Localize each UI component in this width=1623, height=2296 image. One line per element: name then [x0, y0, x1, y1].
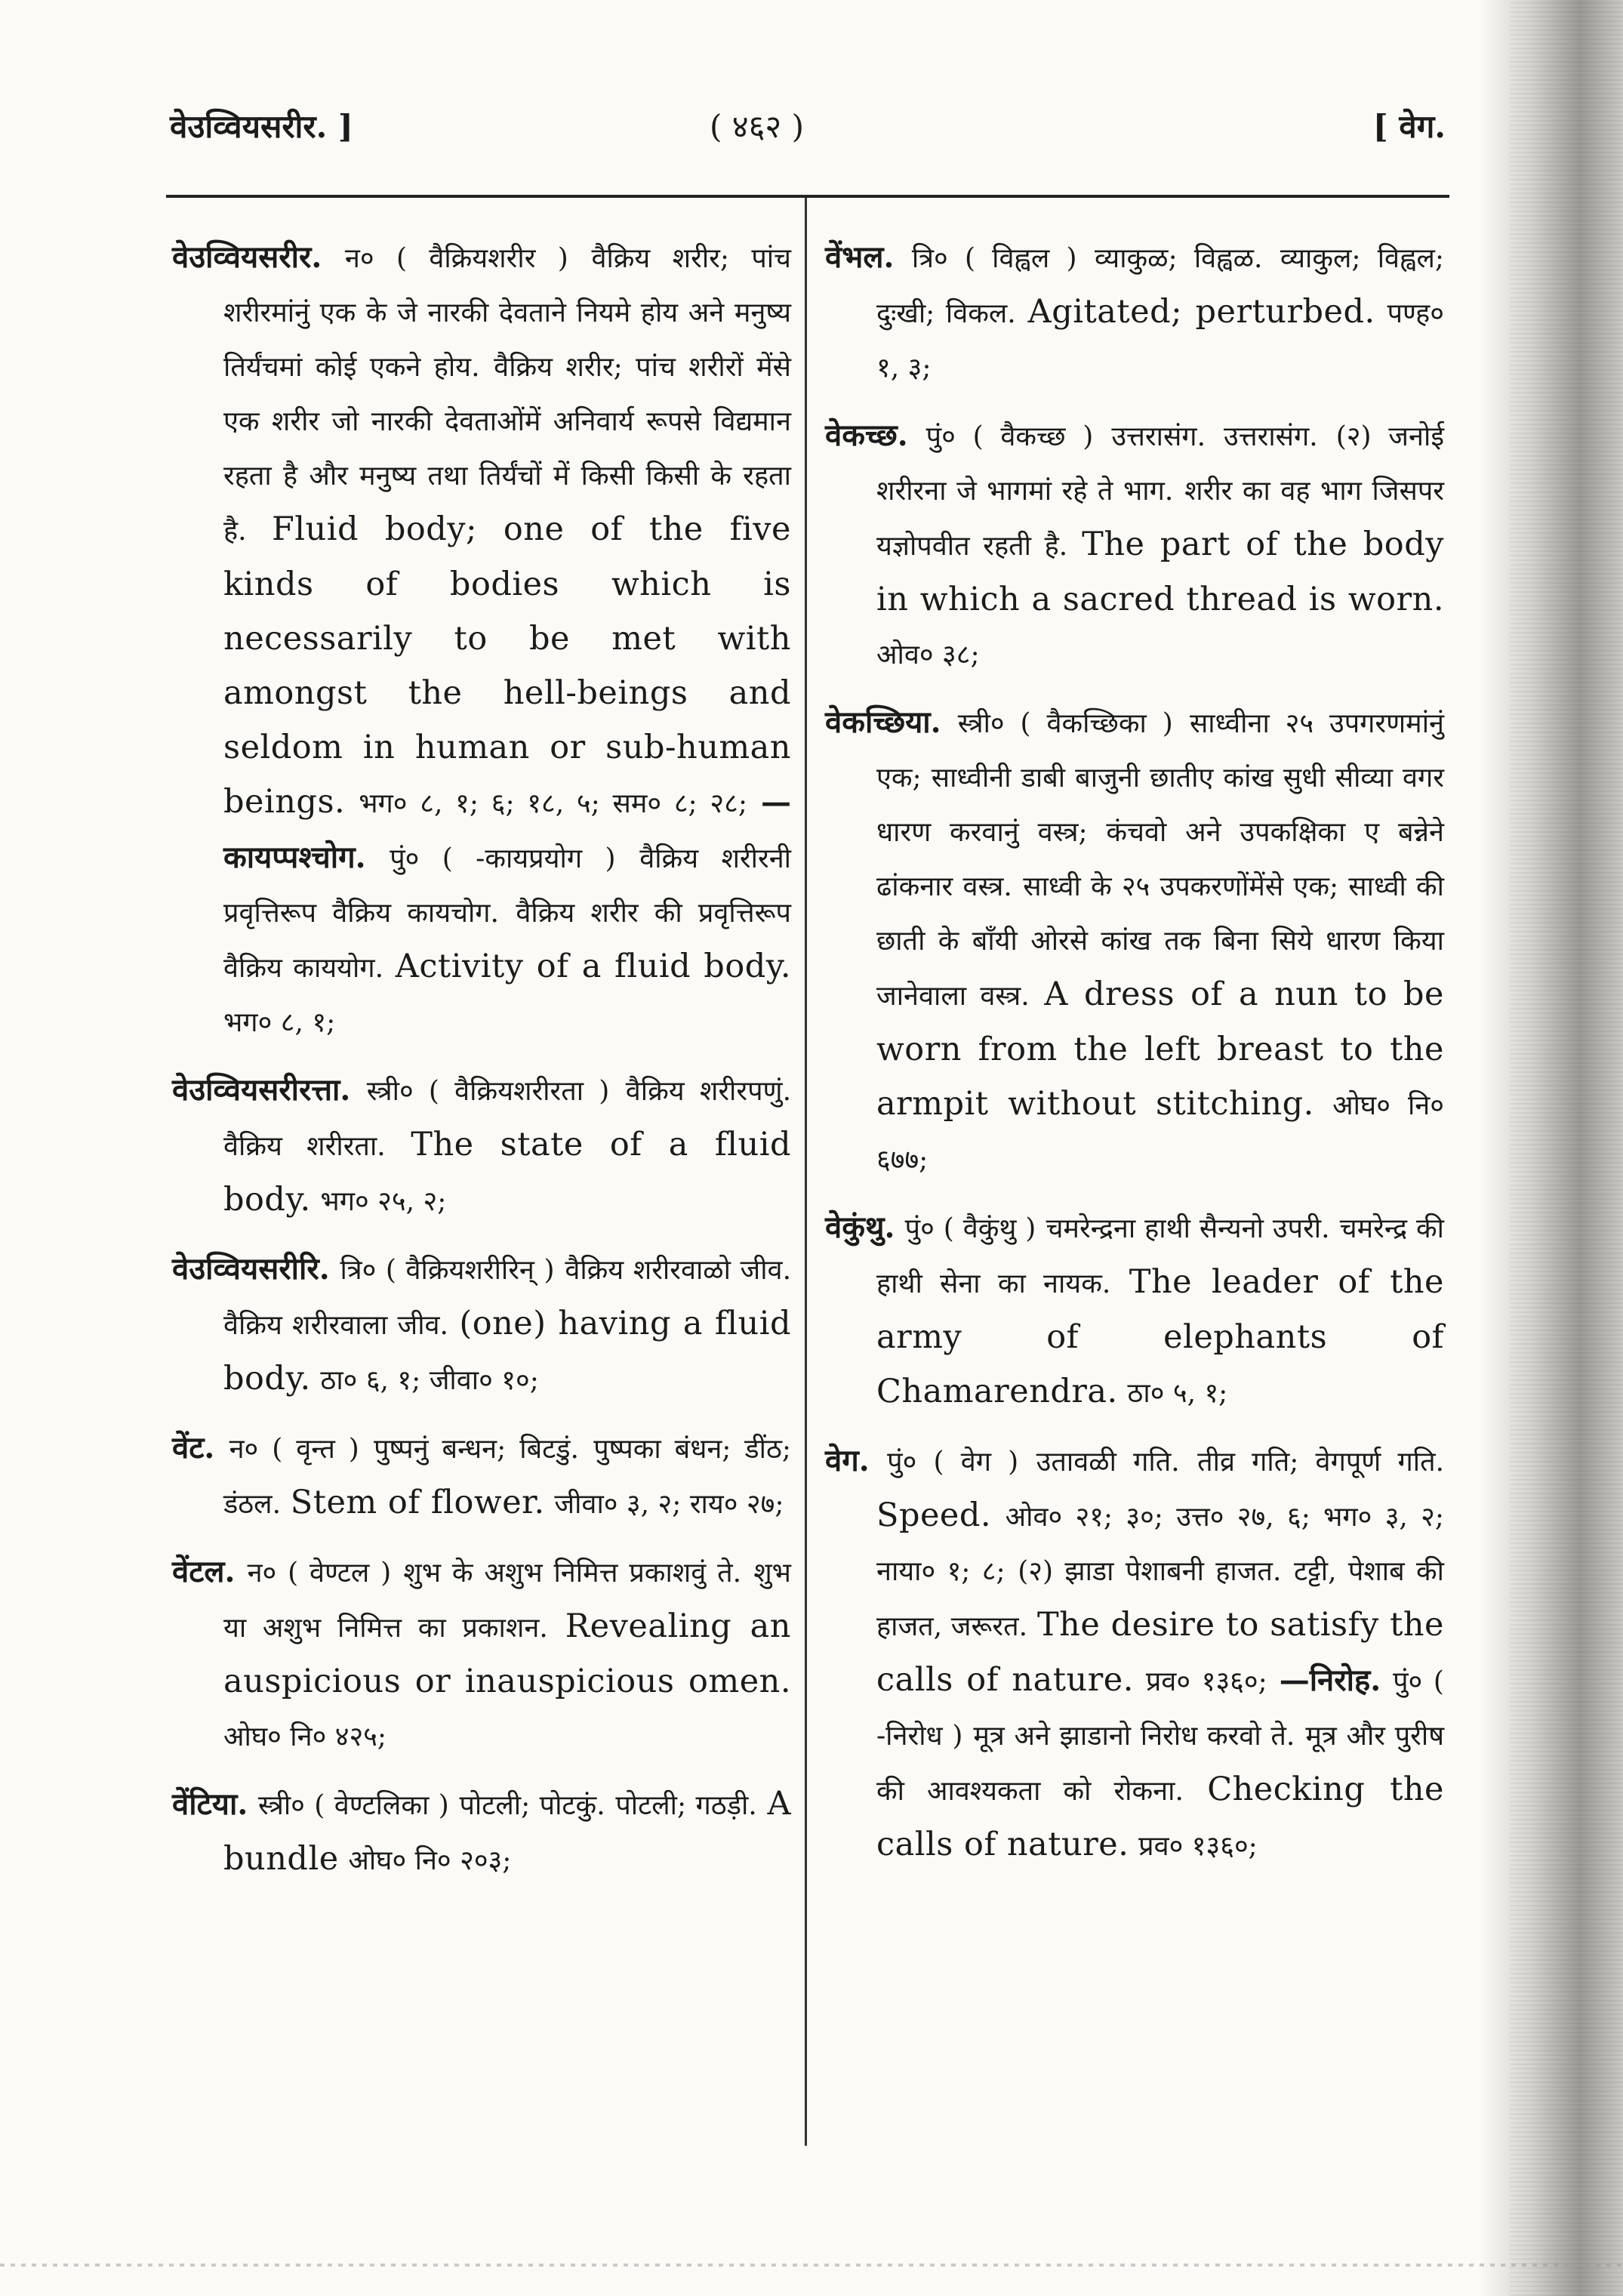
gujarati-gloss: पुष्पनुं बन्धन; बिटडुं.	[374, 1434, 579, 1465]
left-column	[172, 230, 791, 1901]
sub-reference: भग० ८, १;	[223, 1007, 336, 1038]
scanned-page-edge	[1480, 0, 1623, 2296]
gujarati-gloss: वैक्रिय शरीरपणुं.	[625, 1076, 792, 1107]
reference: ठा० ६, १; जीवा० १०;	[320, 1365, 539, 1396]
dictionary-entry	[825, 1434, 1444, 1873]
dictionary-entry	[825, 1200, 1444, 1420]
bottom-scan-border	[0, 2264, 1623, 2267]
gujarati-gloss-2: (२) जनोई शरीरना जे भागमां रहे ते भाग.	[876, 421, 1444, 507]
grammar: पुं० ( वेग )	[887, 1447, 1019, 1478]
dictionary-entry	[172, 1063, 791, 1228]
sub-hindi-gloss: मूत्र और पुरीष की आवश्यकता को रोकना.	[876, 1721, 1445, 1807]
hindi-gloss: वैक्रिय शरीर; पांच शरीरों मेंसे एक शरीर जो नारकी देवताओंमें अनिवार्य रूपसे विद्यमान रहता है और मनुष्य तथा तिर्यंचों में किसी किसी के रहता है.	[223, 352, 791, 547]
running-header	[170, 104, 1446, 165]
headword: वेग.	[825, 1443, 870, 1478]
reference: पण्ह० १, ३;	[876, 298, 1444, 384]
sub-hindi-gloss: वैक्रिय शरीर की प्रवृत्तिरूप वैक्रिय काययोग.	[223, 898, 792, 984]
hindi-gloss: तीव्र गति; वेगपूर्ण गति.	[1197, 1447, 1445, 1478]
sub-english-gloss: Activity of a fluid body.	[395, 948, 791, 985]
headword: वेंभल.	[825, 239, 895, 275]
column-divider	[805, 198, 807, 2146]
dictionary-entry	[172, 230, 791, 1049]
hindi-gloss: वैक्रिय शरीरवाला जीव.	[223, 1310, 448, 1341]
headword: वेकच्छिया.	[825, 704, 941, 740]
english-gloss: Fluid body; one of the five kinds of bodies which is necessarily to be met with amongst the hell-beings and seldom in human or sub-human beings.	[223, 510, 791, 821]
reference: ओव० २१; ३०; उत्त० २७, ६; भग० ३, २; नाया० १; ८;	[876, 1502, 1444, 1587]
reference: भग० ८, १; ६; १८, ५; सम० ८; २८;	[359, 788, 747, 819]
dictionary-entry	[172, 1777, 791, 1888]
reference: जीवा० ३, २; राय० २७;	[554, 1489, 784, 1520]
hindi-gloss: पोटली; गठड़ी.	[615, 1790, 757, 1821]
sub-headword: —कायप्पश्चोग.	[223, 784, 791, 875]
hindi-gloss: साध्वी के २५ उपकरणोंमेंसे एक; साध्वी की छाती के बाँयी ओरसे कांख तक बिना सिये धारण किया जानेवाला वस्त्र.	[876, 871, 1444, 1012]
dictionary-entry	[172, 1242, 791, 1407]
hindi-gloss: उत्तरासंग.	[1224, 421, 1318, 452]
reference: ओघ० नि० ४२५;	[223, 1721, 387, 1752]
headword: वेंटिया.	[172, 1786, 248, 1822]
grammar: न० ( वेण्टल )	[247, 1558, 392, 1589]
hindi-gloss: व्याकुल; विह्वल; दुःखी; विकल.	[876, 243, 1445, 329]
gujarati-gloss: साध्वीना २५ उपगरणमांनुं एक; साध्वीनी डाबी बाजुनी छातीए कांख सुधी सीव्या वगर धारण करवानुं वस्त्र; कंचवो अने उपकक्षिका ए बन्नेने ढांकनार वस्त्र.	[876, 708, 1445, 902]
gujarati-gloss: उत्तरासंग.	[1111, 421, 1206, 452]
reference: ओव० ३८;	[876, 639, 980, 670]
english-gloss: Agitated; perturbed.	[1027, 293, 1375, 331]
dictionary-entry	[172, 1545, 791, 1764]
gujarati-gloss: वैक्रिय शरीरवाळो जीव.	[565, 1255, 792, 1286]
gujarati-gloss: चमरेन्द्रना हाथी सैन्यनो उपरी.	[1046, 1213, 1330, 1244]
grammar: स्त्री० ( वैक्रियशरीरता )	[366, 1076, 610, 1107]
english-gloss: The part of the body in which a sacred thread is worn.	[876, 525, 1445, 618]
gujarati-gloss: व्याकुळ; विह्वळ.	[1095, 243, 1263, 274]
sub-english-gloss: Checking the calls of nature.	[876, 1771, 1444, 1863]
headword: वेंट.	[172, 1430, 215, 1465]
grammar: न० ( वैक्रियशरीर )	[344, 243, 568, 274]
hindi-gloss: वैक्रिय शरीरता.	[223, 1131, 386, 1162]
headword: वेउव्वियसरीरत्ता.	[172, 1072, 351, 1108]
header-last-word: [ वेग.	[1372, 108, 1446, 145]
headword: वेंटल.	[172, 1554, 236, 1589]
header-rule	[166, 195, 1449, 198]
grammar: न० ( वृन्त )	[229, 1434, 359, 1465]
reference: ओघ० नि० २०३;	[348, 1845, 512, 1876]
dictionary-entry	[172, 1421, 791, 1531]
dictionary-entry	[825, 408, 1444, 682]
hindi-gloss-2: शरीर का वह भाग जिसपर यज्ञोपवीत रहती है.	[876, 476, 1444, 562]
gujarati-gloss: उतावळी गति.	[1036, 1447, 1180, 1478]
grammar: पुं० ( वैकच्छ )	[925, 421, 1094, 452]
grammar: पुं० ( वैकुंथु )	[904, 1213, 1036, 1244]
hindi-gloss: चमरेन्द्र की हाथी सेना का नायक.	[876, 1213, 1445, 1299]
reference: भग० २५, २;	[320, 1186, 447, 1217]
gujarati-gloss: वैक्रिय शरीर; पांच शरीरमांनुं एक के जे नारकी देवताने नियमे होय अने मनुष्य तिर्यंचमां कोई एकने होय.	[223, 243, 791, 383]
hindi-gloss: शुभ या अशुभ निमित्त का प्रकाशन.	[223, 1558, 791, 1644]
reference: ओघ० नि० ६७७;	[876, 1090, 1444, 1176]
english-gloss: The state of a fluid body.	[223, 1126, 791, 1219]
reference: ठा० ५, १;	[1127, 1378, 1228, 1409]
headword: वेकुंथु.	[825, 1210, 895, 1245]
sub-gujarati-gloss: वैक्रिय शरीरनी प्रवृत्तिरूप वैक्रिय कायचोग.	[223, 843, 792, 929]
sub-grammar: पुं० ( -निरोध )	[876, 1666, 1444, 1752]
sub-gujarati-gloss: मूत्र अने झाडानो निरोध करवो ते.	[973, 1721, 1295, 1752]
gujarati-gloss-2: (२) झाडा पेशाबनी हाजत.	[1018, 1556, 1282, 1587]
grammar: त्रि० ( वैक्रियशरीरिन् )	[340, 1255, 555, 1286]
page-number: ( ४६२ )	[710, 108, 804, 145]
headword: वेकच्छ.	[825, 418, 908, 453]
hindi-gloss: पुष्पका बंधन; डींठ; डंठल.	[223, 1434, 792, 1520]
english-gloss: (one) having a fluid body.	[223, 1305, 791, 1398]
headword: वेउव्वियसरीर.	[172, 239, 322, 275]
english-gloss: The leader of the army of elephants of Chamarendra.	[876, 1263, 1444, 1410]
english-gloss-2: The desire to satisfy the calls of nature.	[876, 1606, 1444, 1699]
grammar: त्रि० ( विह्वल )	[911, 243, 1077, 274]
sub-headword: —निरोह.	[1279, 1663, 1381, 1698]
sub-grammar: पुं० ( -कायप्रयोग )	[390, 843, 616, 874]
headword: वेउव्वियसरीरि.	[172, 1251, 330, 1287]
reference-2: प्रव० १३६०;	[1145, 1666, 1267, 1697]
header-first-word: वेउव्वियसरीर. ]	[170, 108, 353, 145]
hindi-gloss-2: टट्टी, पेशाब की हाजत, जरूरत.	[876, 1556, 1444, 1642]
english-gloss: A dress of a nun to be worn from the left breast to the armpit without stitching.	[876, 975, 1444, 1123]
dictionary-entry	[825, 695, 1444, 1187]
english-gloss: A bundle	[223, 1785, 791, 1878]
grammar: स्त्री० ( वेण्टलिका )	[257, 1790, 449, 1821]
grammar: स्त्री० ( वैकच्छिका )	[957, 708, 1173, 739]
sub-reference: प्रव० १३६०;	[1138, 1831, 1258, 1862]
gujarati-gloss: शुभ के अशुभ निमित्त प्रकाशवुं ते.	[403, 1558, 742, 1589]
english-gloss: Revealing an auspicious or inauspicious omen.	[223, 1607, 791, 1700]
right-column	[825, 230, 1444, 1887]
english-gloss: Stem of flower.	[290, 1484, 545, 1521]
english-gloss: Speed.	[876, 1496, 992, 1534]
gujarati-gloss: पोटली; पोटकुं.	[459, 1790, 605, 1821]
dictionary-entry	[825, 230, 1444, 395]
